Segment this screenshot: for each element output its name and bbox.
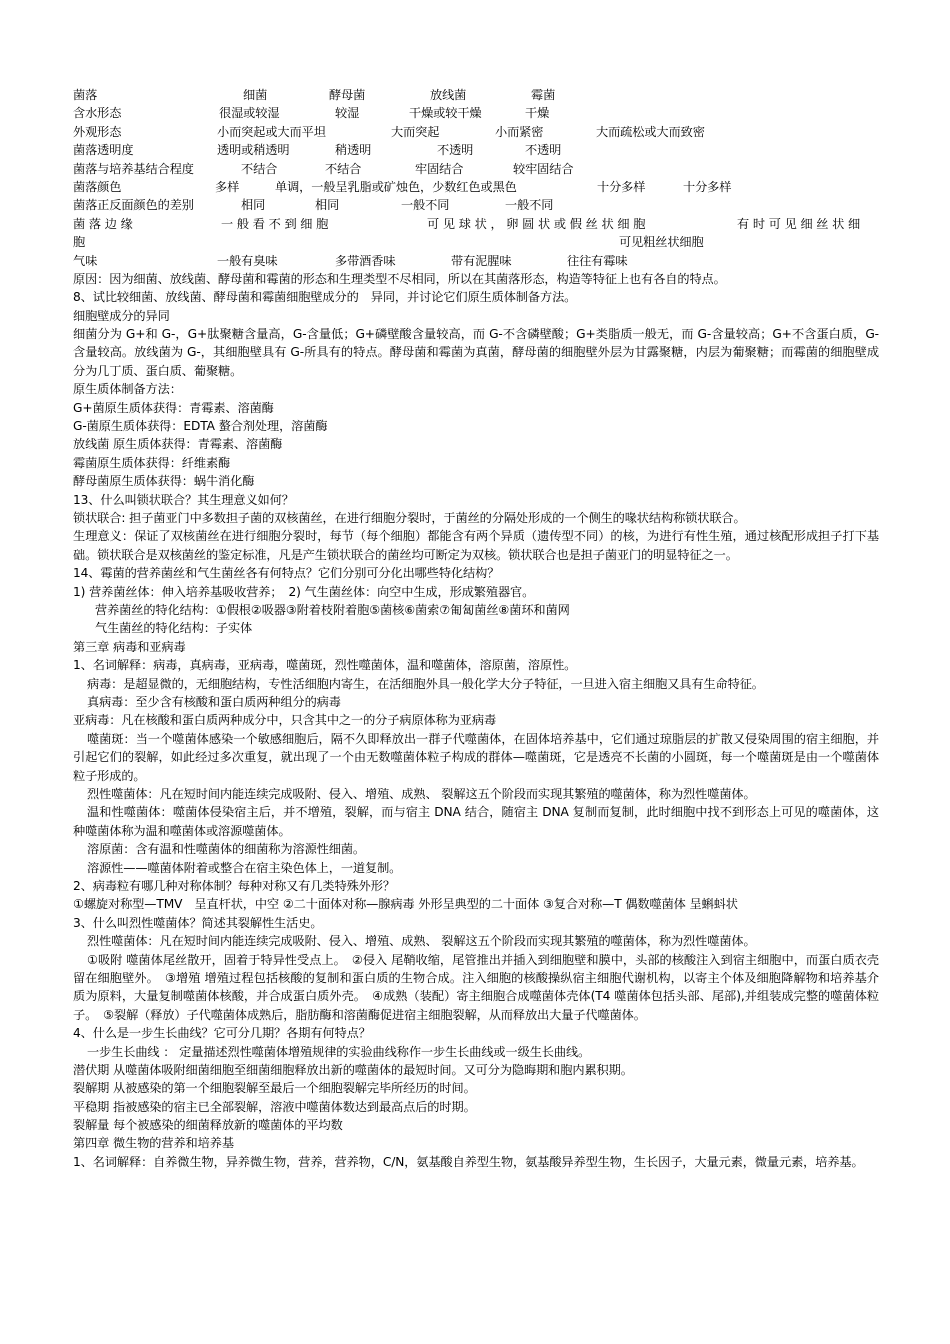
table-cell: 霉菌 bbox=[531, 88, 556, 102]
section-label: 原生质体制备方法： bbox=[73, 382, 182, 397]
table-cell: 相同 bbox=[315, 198, 340, 213]
text-line: 亚病毒：凡在核酸和蛋白质两种成分中，只含其中之一的分子病原体称为亚病毒 bbox=[73, 713, 497, 728]
table-cell: 相同 bbox=[241, 198, 266, 213]
text-line: 放线菌 原生质体获得：青霉素、溶菌酶 bbox=[73, 437, 283, 452]
paragraph: 温和性噬菌体：噬菌体侵染宿主后，并不增殖，裂解，而与宿主 DNA 结合，随宿主 DNA 复制而复制，此时细胞中找不到形态上可见的噬菌体，这种噬菌体称为温和噬菌体或溶源噬菌体。 bbox=[73, 805, 879, 838]
table-cell: 十分多样 bbox=[597, 179, 646, 194]
table-cell: 带有泥腥味 bbox=[451, 253, 512, 268]
text-line: 潜伏期 从噬菌体吸附细菌细胞至细菌细胞释放出新的噬菌体的最短时间。又可分为隐晦期和胞内累积期。 bbox=[73, 1062, 633, 1077]
question-heading: 13、什么叫锁状联合？其生理意义如何？ bbox=[73, 492, 294, 507]
paragraph: 噬菌斑：当一个噬菌体感染一个敏感细胞后，隔不久即释放出一群子代噬菌体，在固体培养基中，它们通过琼脂层的扩散又侵染周围的宿主细胞，并引起它们的裂解，如此经过多次重复，就出现了一个由无数噬菌体粒子构成的群体—噬菌斑，它是透亮不长菌的小圆斑，每一个噬菌斑是由一个噬菌体粒子形成的。 bbox=[73, 731, 879, 783]
table-cell: 可 见 球 状 ， 卵 圆 状 或 假 丝 状 细 胞 bbox=[427, 216, 646, 231]
table-row bbox=[73, 104, 879, 122]
paragraph: 1、名词解释：自养微生物，异养微生物，营养，营养物，C/N，氨基酸自养型生物，氨基酸异养型生物，生长因子，大量元素，微量元素，培养基。 bbox=[73, 1154, 864, 1169]
table-cell: 不结合 bbox=[325, 161, 362, 176]
table-cell: 大而疏松或大而致密 bbox=[596, 124, 705, 139]
table-cell: 十分多样 bbox=[683, 179, 732, 194]
table-row bbox=[73, 215, 879, 233]
table-cell: 不透明 bbox=[437, 143, 474, 158]
colony-comparison-table bbox=[73, 86, 879, 270]
table-cell: 不结合 bbox=[241, 161, 278, 176]
table-cell: 较湿 bbox=[335, 106, 360, 121]
question-heading: 1、名词解释：病毒，真病毒，亚病毒，噬菌斑，烈性噬菌体，温和噬菌体，溶原菌，溶原性。 bbox=[73, 658, 577, 673]
text-line: 锁状联合: 担子菌亚门中多数担子菌的双核菌丝，在进行细胞分裂时，于菌丝的分隔处形成的一个侧生的喙状结构称锁状联合。 bbox=[73, 511, 746, 526]
text-line: G+菌原生质体获得：青霉素、溶菌酶 bbox=[73, 400, 274, 415]
paragraph: 生理意义：保证了双核菌丝在进行细胞分裂时，每节（每个细胞）都能含有两个异质（遗传型不同）的核，为进行有性生殖，通过核配形成担子打下基础。锁状联合是双核菌丝的鉴定标准，凡是产生锁状联合的菌丝均可断定为双核。锁状联合也是担子菌亚门的明显特征之一。 bbox=[73, 529, 879, 562]
text-line: 病毒：是超显微的，无细胞结构，专性活细胞内寄生，在活细胞外具一般化学大分子特征，一旦进入宿主细胞又具有生命特征。 bbox=[87, 676, 764, 691]
table-cell: 多带酒香味 bbox=[335, 253, 396, 268]
question-heading: 2、病毒粒有哪几种对称体制？每种对称又有几类特殊外形？ bbox=[73, 878, 395, 893]
table-cell: 酵母菌 bbox=[329, 88, 366, 102]
table-cell: 一般不同 bbox=[505, 198, 554, 213]
text-line: 真病毒：至少含有核酸和蛋白质两种组分的病毒 bbox=[87, 694, 341, 709]
table-row bbox=[73, 86, 879, 104]
table-cell: 干燥 bbox=[525, 106, 550, 121]
table-cell: 一 般 看 不 到 细 胞 bbox=[221, 216, 329, 231]
table-cell: 菌落透明度 bbox=[73, 143, 134, 158]
table-cell: 很湿或较湿 bbox=[219, 106, 280, 121]
table-cell: 不透明 bbox=[525, 143, 562, 158]
paragraph: 细菌分为 G+和 G-，G+肽聚糖含量高，G-含量低；G+磷壁酸含量较高，而 G-不含磷壁酸；G+类脂质一般无，而 G-含量较高；G+不含蛋白质，G-含量较高。放线菌为 G-，其细胞壁具有 G-所具有的特点。酵母菌和霉菌为真菌，酵母菌的细胞壁外层为甘露聚糖，内层为葡聚糖；而霉菌的细胞壁成分为几丁质、蛋白质、葡聚糖。 bbox=[73, 327, 879, 378]
table-cell: 稍透明 bbox=[335, 143, 372, 158]
table-cell: 菌 落 边 缘 bbox=[73, 216, 133, 231]
chapter-heading: 第四章 微生物的营养和培养基 bbox=[73, 1136, 234, 1151]
table-cell: 菌落正反面颜色的差别 bbox=[73, 198, 194, 213]
table-cell: 透明或稍透明 bbox=[217, 143, 290, 158]
table-row bbox=[73, 123, 879, 141]
table-cell: 外观形态 bbox=[73, 124, 122, 139]
table-cell: 大而突起 bbox=[391, 124, 440, 139]
table-cell: 放线菌 bbox=[430, 88, 467, 102]
table-cell: 气味 bbox=[73, 253, 98, 268]
table-cell: 含水形态 bbox=[73, 106, 122, 121]
table-cell: 多样 bbox=[215, 179, 240, 194]
text-line: 原因：因为细菌、放线菌、酵母菌和霉菌的形态和生理类型不尽相同，所以在其菌落形态，构造等特征上也有各自的特点。 bbox=[73, 271, 726, 286]
text-line: 一步生长曲线 ： 定量描述烈性噬菌体增殖规律的实验曲线称作一步生长曲线或一级生长曲线。 bbox=[87, 1044, 591, 1059]
text-line: 溶源性——噬菌体附着或整合在宿主染色体上，一道复制。 bbox=[87, 860, 402, 875]
question-heading: 14、霉菌的营养菌丝和气生菌丝各有何特点？它们分别可分化出哪些特化结构？ bbox=[73, 566, 500, 581]
text-line: 裂解期 从被感染的第一个细胞裂解至最后一个细胞裂解完毕所经历的时间。 bbox=[73, 1081, 476, 1096]
text-line: 酵母菌原生质体获得：蜗牛消化酶 bbox=[73, 474, 255, 489]
table-row bbox=[73, 178, 879, 196]
text-line: 霉菌原生质体获得：纤维素酶 bbox=[73, 455, 231, 470]
table-cell: 较牢固结合 bbox=[513, 161, 574, 176]
text-line: 营养菌丝的特化结构：①假根②吸器③附着枝附着胞⑤菌核⑥菌索⑦匍匐菌丝⑧菌环和菌网 bbox=[95, 603, 570, 618]
table-cell: 单调，一般呈乳脂或矿烛色，少数红色或黑色 bbox=[275, 179, 517, 194]
table-cell: 可见粗丝状细胞 bbox=[619, 235, 704, 250]
table-cell: 牢固结合 bbox=[415, 161, 464, 176]
table-row bbox=[73, 141, 879, 159]
text-line: 裂解量 每个被感染的细菌释放新的噬菌体的平均数 bbox=[73, 1118, 343, 1133]
question-heading: 8、试比较细菌、放线菌、酵母菌和霉菌细胞壁成分的 异同，并讨论它们原生质体制备方法。 bbox=[73, 290, 577, 305]
table-cell: 细菌 bbox=[243, 88, 268, 102]
document-page bbox=[73, 86, 879, 1171]
table-cell: 菌落颜色 bbox=[73, 179, 122, 194]
table-cell: 往往有霉味 bbox=[567, 253, 628, 268]
text-line: 1) 营养菌丝体：伸入培养基吸收营养； 2) 气生菌丝体：向空中生成，形成繁殖器官。 bbox=[73, 584, 535, 599]
chapter-heading: 第三章 病毒和亚病毒 bbox=[73, 639, 186, 654]
text-line: 气生菌丝的特化结构：子实体 bbox=[95, 621, 253, 636]
table-row bbox=[73, 233, 879, 251]
question-heading: 3、什么叫烈性噬菌体？简述其裂解性生活史。 bbox=[73, 915, 323, 930]
table-cell: 菌落与培养基结合程度 bbox=[73, 161, 194, 176]
table-cell: 一般不同 bbox=[401, 198, 450, 213]
paragraph: ①吸附 噬菌体尾丝散开，固着于特异性受点上。 ②侵入 尾鞘收缩，尾管推出并插入到细胞壁和膜中，头部的核酸注入到宿主细胞中，而蛋白质衣壳留在细胞壁外。 ③增殖 增殖过程包括核酸的复制和蛋白质的生物合成。注入细胞的核酸操纵宿主细胞代谢机构，以寄主个体及细胞降解物和培养基介质为原料，大量复制噬菌体核酸，并合成蛋白质外壳。 ④成熟（装配）寄主细胞合成噬菌体壳体(T4 噬菌体包括头部、尾部),并组装成完整的噬菌体粒子。 ⑤裂解（释放）子代噬菌体成熟后，脂肪酶和溶菌酶促进宿主细胞裂解，从而释放出大量子代噬菌体。 bbox=[73, 952, 879, 1022]
section-label: 细胞壁成分的异同 bbox=[73, 308, 170, 323]
table-cell: 一般有臭味 bbox=[217, 253, 278, 268]
table-cell: 小而紧密 bbox=[495, 124, 544, 139]
text-line: ①螺旋对称型—TMV 呈直杆状，中空 ②二十面体对称—腺病毒 外形呈典型的二十面体 ③复合对称—T 偶数噬菌体 呈蝌蚪状 bbox=[73, 897, 738, 912]
table-row bbox=[73, 196, 879, 214]
text-line: 烈性噬菌体：凡在短时间内能连续完成吸附、侵入、增殖、成熟、 裂解这五个阶段而实现其繁殖的噬菌体，称为烈性噬菌体。 bbox=[87, 786, 756, 801]
table-cell: 有 时 可 见 细 丝 状 细 bbox=[737, 216, 861, 231]
text-line: 平稳期 指被感染的宿主已全部裂解，溶液中噬菌体数达到最高点后的时期。 bbox=[73, 1099, 476, 1114]
question-heading: 4、什么是一步生长曲线？它可分几期？各期有何特点？ bbox=[73, 1026, 371, 1041]
text-line: 烈性噬菌体：凡在短时间内能连续完成吸附、侵入、增殖、成熟、 裂解这五个阶段而实现其繁殖的噬菌体，称为烈性噬菌体。 bbox=[87, 934, 756, 949]
table-cell: 菌落 bbox=[73, 88, 98, 102]
table-cell: 干燥或较干燥 bbox=[409, 106, 482, 121]
table-row bbox=[73, 160, 879, 178]
text-line: G-菌原生质体获得：EDTA 螯合剂处理，溶菌酶 bbox=[73, 419, 328, 434]
table-cell: 小而突起或大而平坦 bbox=[217, 124, 326, 139]
text-line: 溶原菌：含有温和性噬菌体的细菌称为溶源性细菌。 bbox=[87, 842, 366, 857]
table-cell: 胞 bbox=[73, 235, 86, 250]
table-row bbox=[73, 252, 879, 270]
